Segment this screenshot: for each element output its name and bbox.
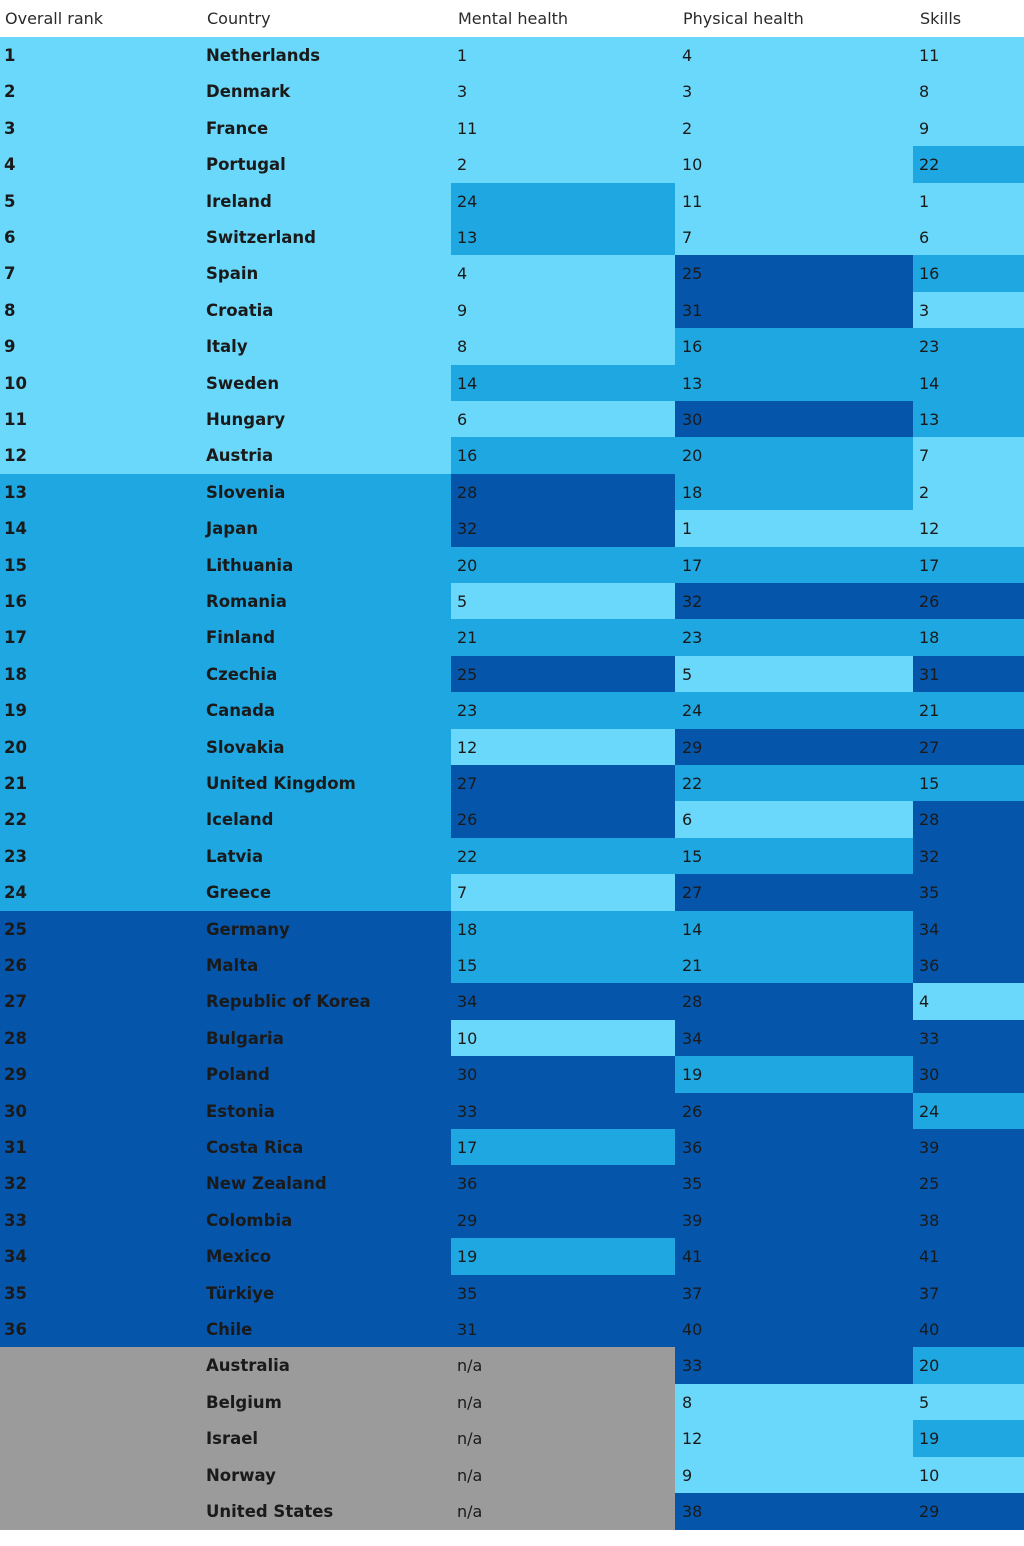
- skills-cell: 21: [913, 692, 1024, 729]
- skills-cell: 30: [913, 1056, 1024, 1093]
- rank-cell: 24: [4, 883, 27, 903]
- country-cell: Malta: [206, 956, 259, 975]
- country-cell: Belgium: [206, 1392, 282, 1412]
- physical-cell: 10: [675, 146, 913, 183]
- physical-cell: 4: [675, 37, 913, 74]
- rank-cell: 3: [4, 118, 16, 138]
- mental-cell: 22: [451, 838, 675, 875]
- rank-cell: 34: [4, 1247, 27, 1267]
- country-cell: Iceland: [206, 810, 274, 830]
- mental-cell: 7: [451, 874, 675, 911]
- rank-cell: 29: [4, 1065, 27, 1085]
- country-cell: Australia: [206, 1356, 290, 1376]
- country-cell: Austria: [206, 446, 274, 466]
- skills-cell: 27: [913, 729, 1024, 766]
- physical-cell: 5: [675, 656, 913, 693]
- country-cell: Italy: [206, 337, 248, 357]
- skills-cell: 1: [913, 183, 1024, 220]
- header-country: Country: [207, 0, 447, 37]
- mental-cell: 4: [451, 255, 675, 292]
- physical-cell: 21: [675, 947, 913, 984]
- mental-cell: 8: [451, 328, 675, 365]
- mental-cell: n/a: [451, 1384, 675, 1421]
- rank-cell: 22: [4, 810, 27, 830]
- physical-cell: 6: [675, 801, 913, 838]
- mental-cell: 28: [451, 474, 675, 511]
- rank-cell: 20: [4, 737, 27, 757]
- country-cell: Republic of Korea: [206, 992, 371, 1012]
- skills-cell: 38: [913, 1202, 1024, 1239]
- physical-cell: 26: [675, 1093, 913, 1130]
- mental-cell: 15: [451, 947, 675, 984]
- mental-cell: 1: [451, 37, 675, 74]
- mental-cell: 11: [451, 110, 675, 147]
- skills-cell: 7: [913, 437, 1024, 474]
- rank-cell: 35: [4, 1283, 27, 1303]
- skills-cell: 13: [913, 401, 1024, 438]
- skills-cell: 9: [913, 110, 1024, 147]
- mental-cell: n/a: [451, 1493, 675, 1530]
- mental-cell: 3: [451, 73, 675, 110]
- country-cell: Romania: [206, 592, 287, 611]
- mental-cell: 35: [451, 1275, 675, 1312]
- country-cell: Netherlands: [206, 46, 321, 65]
- country-cell: Switzerland: [206, 228, 316, 247]
- physical-cell: 7: [675, 219, 913, 256]
- skills-cell: 22: [913, 146, 1024, 183]
- rank-cell: [0, 1384, 200, 1421]
- rank-cell: 23: [4, 846, 27, 866]
- skills-cell: 29: [913, 1493, 1024, 1530]
- country-cell: Spain: [206, 264, 259, 284]
- mental-cell: 23: [451, 692, 675, 729]
- country-cell: Hungary: [206, 410, 286, 429]
- rank-cell: [0, 1420, 200, 1457]
- physical-cell: 8: [675, 1384, 913, 1421]
- rank-cell: 14: [4, 519, 27, 539]
- rank-cell: 8: [4, 300, 16, 320]
- skills-cell: 40: [913, 1311, 1024, 1348]
- mental-cell: 21: [451, 619, 675, 656]
- skills-cell: 34: [913, 911, 1024, 948]
- country-cell: Slovakia: [206, 737, 285, 757]
- rank-cell: 25: [4, 919, 27, 939]
- rank-cell: 33: [4, 1210, 27, 1230]
- skills-cell: 11: [913, 37, 1024, 74]
- mental-cell: n/a: [451, 1457, 675, 1494]
- physical-cell: 9: [675, 1457, 913, 1494]
- country-cell: Türkiye: [206, 1283, 275, 1303]
- country-cell: Ireland: [206, 191, 272, 211]
- skills-cell: 12: [913, 510, 1024, 547]
- country-cell: Croatia: [206, 300, 274, 320]
- physical-cell: 22: [675, 765, 913, 802]
- physical-cell: 30: [675, 401, 913, 438]
- skills-cell: 19: [913, 1420, 1024, 1457]
- rank-cell: 4: [4, 155, 16, 175]
- physical-cell: 32: [675, 583, 913, 620]
- country-cell: Costa Rica: [206, 1138, 304, 1157]
- rank-cell: 15: [4, 555, 27, 575]
- rank-cell: 16: [4, 592, 27, 611]
- mental-cell: 33: [451, 1093, 675, 1130]
- skills-cell: 14: [913, 365, 1024, 402]
- mental-cell: 17: [451, 1129, 675, 1166]
- mental-cell: 9: [451, 292, 675, 329]
- skills-cell: 23: [913, 328, 1024, 365]
- skills-cell: 6: [913, 219, 1024, 256]
- physical-cell: 18: [675, 474, 913, 511]
- skills-cell: 24: [913, 1093, 1024, 1130]
- physical-cell: 39: [675, 1202, 913, 1239]
- physical-cell: 41: [675, 1238, 913, 1275]
- country-cell: France: [206, 118, 269, 138]
- country-cell: Chile: [206, 1320, 253, 1339]
- physical-cell: 27: [675, 874, 913, 911]
- mental-cell: 34: [451, 983, 675, 1020]
- skills-cell: 35: [913, 874, 1024, 911]
- mental-cell: n/a: [451, 1347, 675, 1384]
- skills-cell: 33: [913, 1020, 1024, 1057]
- skills-cell: 16: [913, 255, 1024, 292]
- skills-cell: 25: [913, 1165, 1024, 1202]
- skills-cell: 15: [913, 765, 1024, 802]
- physical-cell: 37: [675, 1275, 913, 1312]
- physical-cell: 1: [675, 510, 913, 547]
- rank-cell: 21: [4, 774, 27, 793]
- skills-cell: 8: [913, 73, 1024, 110]
- header-overall-rank: Overall rank: [5, 0, 200, 37]
- mental-cell: 30: [451, 1056, 675, 1093]
- skills-cell: 31: [913, 656, 1024, 693]
- mental-cell: 10: [451, 1020, 675, 1057]
- country-cell: Poland: [206, 1065, 270, 1085]
- skills-cell: 26: [913, 583, 1024, 620]
- mental-cell: 20: [451, 547, 675, 584]
- physical-cell: 14: [675, 911, 913, 948]
- physical-cell: 25: [675, 255, 913, 292]
- mental-cell: 18: [451, 911, 675, 948]
- country-cell: Norway: [206, 1465, 276, 1485]
- mental-cell: 31: [451, 1311, 675, 1348]
- physical-cell: 38: [675, 1493, 913, 1530]
- rank-cell: [0, 1493, 200, 1530]
- mental-cell: 26: [451, 801, 675, 838]
- mental-cell: 14: [451, 365, 675, 402]
- country-cell: Bulgaria: [206, 1028, 284, 1048]
- country-cell: Estonia: [206, 1101, 275, 1121]
- country-cell: United Kingdom: [206, 774, 356, 793]
- physical-cell: 15: [675, 838, 913, 875]
- skills-cell: 10: [913, 1457, 1024, 1494]
- rank-cell: 12: [4, 446, 27, 466]
- header-skills: Skills: [920, 0, 1020, 37]
- rank-cell: 7: [4, 264, 16, 284]
- country-cell: Slovenia: [206, 482, 286, 502]
- mental-cell: 29: [451, 1202, 675, 1239]
- country-cell: Finland: [206, 628, 276, 648]
- country-cell: Japan: [206, 519, 258, 539]
- country-cell: Greece: [206, 883, 272, 903]
- mental-cell: 12: [451, 729, 675, 766]
- physical-cell: 17: [675, 547, 913, 584]
- mental-cell: 32: [451, 510, 675, 547]
- physical-cell: 40: [675, 1311, 913, 1348]
- rank-cell: 2: [4, 82, 16, 102]
- country-cell: Israel: [206, 1429, 259, 1449]
- rank-cell: 32: [4, 1174, 27, 1194]
- physical-cell: 19: [675, 1056, 913, 1093]
- physical-cell: 28: [675, 983, 913, 1020]
- skills-cell: 3: [913, 292, 1024, 329]
- mental-cell: 16: [451, 437, 675, 474]
- rank-cell: 11: [4, 410, 27, 429]
- country-cell: Lithuania: [206, 555, 294, 575]
- rank-cell: 28: [4, 1028, 27, 1048]
- mental-cell: 19: [451, 1238, 675, 1275]
- skills-cell: 5: [913, 1384, 1024, 1421]
- skills-cell: 20: [913, 1347, 1024, 1384]
- rank-cell: 30: [4, 1101, 27, 1121]
- rank-cell: 6: [4, 228, 16, 247]
- skills-cell: 28: [913, 801, 1024, 838]
- skills-cell: 41: [913, 1238, 1024, 1275]
- skills-cell: 17: [913, 547, 1024, 584]
- header-physical-health: Physical health: [683, 0, 908, 37]
- physical-cell: 34: [675, 1020, 913, 1057]
- country-cell: Latvia: [206, 846, 264, 866]
- physical-cell: 36: [675, 1129, 913, 1166]
- country-cell: United States: [206, 1502, 334, 1521]
- rank-cell: 1: [4, 46, 16, 65]
- country-cell: Colombia: [206, 1210, 293, 1230]
- mental-cell: 5: [451, 583, 675, 620]
- header-mental-health: Mental health: [458, 0, 668, 37]
- physical-cell: 16: [675, 328, 913, 365]
- rank-cell: 31: [4, 1138, 27, 1157]
- physical-cell: 23: [675, 619, 913, 656]
- skills-cell: 37: [913, 1275, 1024, 1312]
- mental-cell: n/a: [451, 1420, 675, 1457]
- skills-cell: 32: [913, 838, 1024, 875]
- country-cell: Czechia: [206, 664, 278, 684]
- physical-cell: 2: [675, 110, 913, 147]
- rank-cell: 26: [4, 956, 27, 975]
- country-cell: Sweden: [206, 373, 280, 393]
- mental-cell: 27: [451, 765, 675, 802]
- physical-cell: 29: [675, 729, 913, 766]
- mental-cell: 24: [451, 183, 675, 220]
- rank-cell: 19: [4, 701, 27, 721]
- skills-cell: 36: [913, 947, 1024, 984]
- physical-cell: 31: [675, 292, 913, 329]
- physical-cell: 12: [675, 1420, 913, 1457]
- physical-cell: 35: [675, 1165, 913, 1202]
- rank-cell: 5: [4, 191, 16, 211]
- country-cell: Portugal: [206, 155, 286, 175]
- rank-cell: 13: [4, 482, 27, 502]
- rank-cell: 10: [4, 373, 27, 393]
- physical-cell: 13: [675, 365, 913, 402]
- physical-cell: 20: [675, 437, 913, 474]
- country-cell: New Zealand: [206, 1174, 327, 1194]
- physical-cell: 3: [675, 73, 913, 110]
- mental-cell: 13: [451, 219, 675, 256]
- country-cell: Germany: [206, 919, 290, 939]
- rank-cell: 27: [4, 992, 27, 1012]
- mental-cell: 36: [451, 1165, 675, 1202]
- mental-cell: 6: [451, 401, 675, 438]
- skills-cell: 39: [913, 1129, 1024, 1166]
- physical-cell: 24: [675, 692, 913, 729]
- rank-cell: 18: [4, 664, 27, 684]
- rank-cell: 17: [4, 628, 27, 648]
- mental-cell: 2: [451, 146, 675, 183]
- physical-cell: 33: [675, 1347, 913, 1384]
- rank-cell: [0, 1347, 200, 1384]
- rank-cell: 36: [4, 1320, 27, 1339]
- physical-cell: 11: [675, 183, 913, 220]
- skills-cell: 18: [913, 619, 1024, 656]
- country-cell: Canada: [206, 701, 276, 721]
- mental-cell: 25: [451, 656, 675, 693]
- rank-cell: [0, 1457, 200, 1494]
- country-cell: Mexico: [206, 1247, 272, 1267]
- skills-cell: 4: [913, 983, 1024, 1020]
- skills-cell: 2: [913, 474, 1024, 511]
- country-cell: Denmark: [206, 82, 291, 102]
- rank-cell: 9: [4, 337, 16, 357]
